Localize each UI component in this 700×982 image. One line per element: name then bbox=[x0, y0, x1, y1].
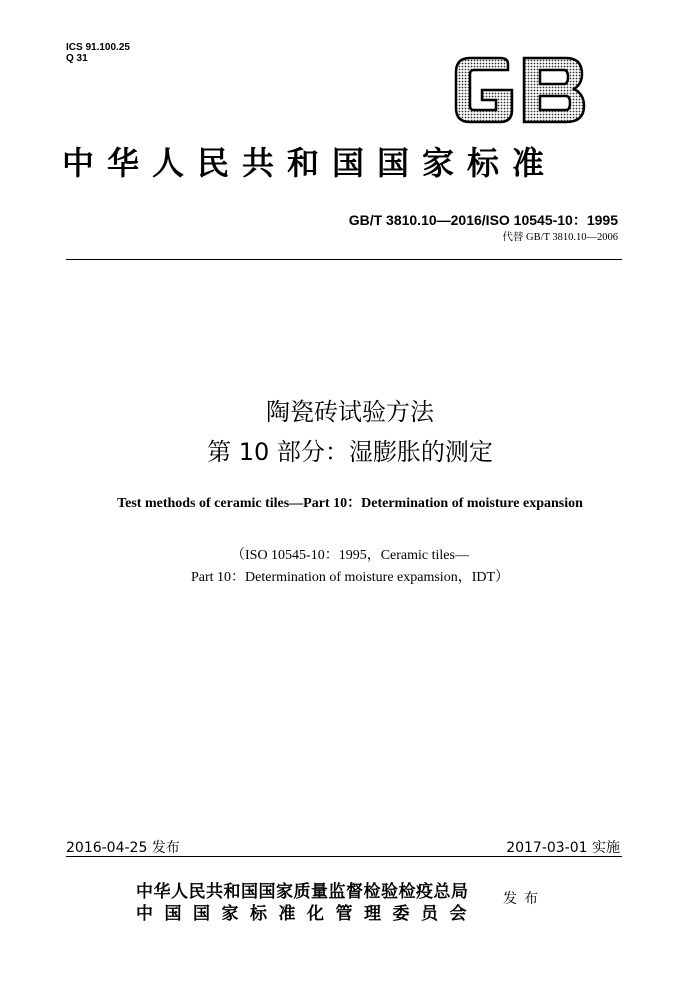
issue-date: 2016-04-25 发布 bbox=[66, 840, 180, 856]
iso-reference-line1: （ISO 10545-10：1995，Ceramic tiles— bbox=[231, 548, 469, 563]
standard-number: GB/T 3810.10—2016/ISO 10545-10：1995 bbox=[348, 212, 618, 228]
ics-code: ICS 91.100.25 bbox=[66, 42, 130, 53]
header-divider bbox=[66, 259, 622, 260]
chinese-title-line2: 第 10 部分：湿膨胀的测定 bbox=[207, 438, 493, 466]
iso-reference-line2: Part 10：Determination of moisture expamsion，IDT） bbox=[190, 570, 510, 585]
publisher-line2: 中国国家标准化管理委员会 bbox=[136, 904, 478, 924]
replaces-note: 代替 GB/T 3810.10—2006 bbox=[502, 232, 618, 243]
implementation-date: 2017-03-01 实施 bbox=[506, 840, 620, 856]
gb-logo bbox=[452, 56, 586, 124]
footer-divider bbox=[66, 856, 622, 857]
chinese-title-line1: 陶瓷砖试验方法 bbox=[266, 398, 434, 426]
ccs-code: Q 31 bbox=[66, 53, 88, 64]
publisher-line1: 中华人民共和国国家质量监督检验检疫总局 bbox=[136, 882, 469, 902]
classification-codes bbox=[66, 42, 130, 64]
english-title: Test methods of ceramic tiles—Part 10：Determination of moisture expansion bbox=[117, 496, 583, 511]
issue-label: 发布 bbox=[503, 891, 545, 907]
national-standard-title: 中华人民共和国国家标准 bbox=[62, 144, 558, 182]
